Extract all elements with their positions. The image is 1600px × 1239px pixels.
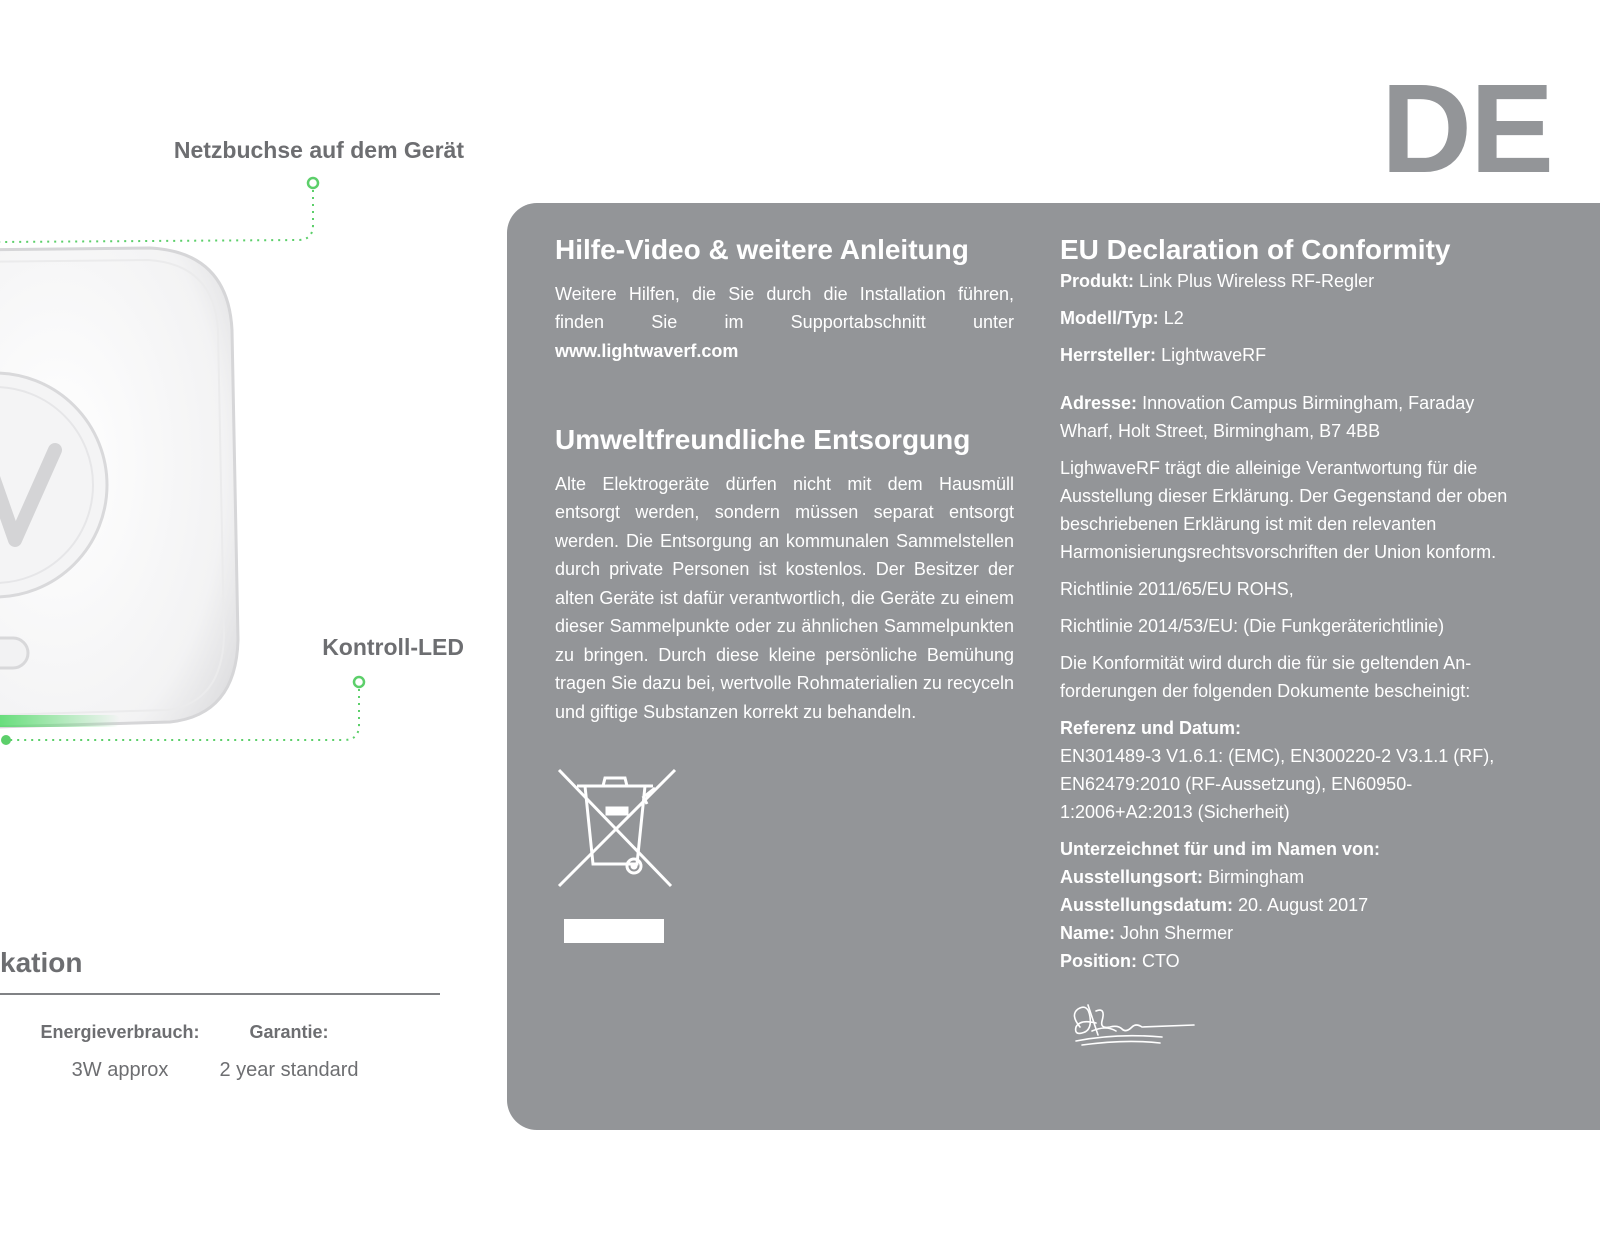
model-value: L2 [1163, 307, 1184, 328]
specs-divider [0, 993, 440, 995]
device-illustration [0, 0, 500, 900]
reference-value: EN301489-3 V1.6.1: (EMC), EN300220-2 V3.1.1 (RF), EN62479:2010 (RF-Aussetzung), EN60950-1:2006+A2:2013 (Sicherheit) [1060, 745, 1495, 822]
address-value: Innovation Campus Birmingham, Faraday Wharf, Holt Street, Birmingham, B7 4BB [1060, 392, 1475, 441]
panel-left-column [555, 233, 1014, 943]
signature-image [1066, 997, 1196, 1053]
name-value: John Shermer [1120, 922, 1234, 943]
callout-status-led: Kontroll-LED [322, 634, 464, 660]
callout-dot-power [308, 178, 318, 188]
signed-label: Unterzeichnet für und im Namen von: [1060, 838, 1381, 859]
disposal-title: Umweltfreundliche Entsorgung [555, 424, 971, 456]
reference-label: Referenz und Datum: [1060, 717, 1242, 738]
declaration-title: EU Declaration of Conformity [1060, 234, 1451, 265]
date-label: Ausstellungsdatum: [1060, 894, 1234, 915]
weee-bar-marker [564, 919, 664, 943]
declaration-address [1060, 389, 1530, 445]
declaration-model [1060, 304, 1530, 332]
callout-power-socket: Netzbuchse auf dem Gerät [173, 137, 464, 163]
date-value: 20. August 2017 [1238, 894, 1369, 915]
issue-place [1060, 863, 1530, 891]
spec-warranty [208, 1022, 370, 1082]
declaration-manufacturer [1060, 341, 1530, 369]
spec-power-label: Energieverbrauch: [40, 1022, 200, 1042]
panel-right-column [1060, 233, 1530, 1058]
place-label: Ausstellungsort: [1060, 866, 1204, 887]
directive-red: Richtlinie 2014/53/EU: (Die Funkgeräterichtlinie) [1060, 615, 1445, 636]
signatory-position [1060, 947, 1530, 975]
callout-dot-led [354, 677, 364, 687]
position-value: CTO [1142, 950, 1180, 971]
disposal-text: Alte Elektrogeräte dürfen nicht mit dem Hausmüll entsorgt werden, sondern müssen separat entsorgt werden. Die Entsorgung an kommunalen Sammelstellen durch private Personen ist kostenlos. Der Besitzer der alten Geräte ist dafür verantwortlich, die Geräte zu einem dieser Sammelpunkte oder zu ähnlichen Sammelpunkten zu bringen. Durch diese kleine persönliche Bemühung tragen Sie dazu bei, wertvolle Rohmaterialien zu recyceln und giftige Substanzen korrekt zu behandeln. [555, 473, 1014, 722]
address-label: Adresse: [1060, 392, 1138, 413]
help-text [555, 280, 1014, 366]
spec-warranty-value: 2 year standard [219, 1059, 359, 1081]
issue-date [1060, 891, 1530, 919]
info-panel [507, 203, 1600, 1130]
spec-warranty-label: Garantie: [249, 1022, 329, 1042]
weee-symbol [555, 766, 1014, 943]
manufacturer-label: Herrsteller: [1060, 344, 1157, 365]
position-label: Position: [1060, 950, 1137, 971]
declaration-product [1060, 267, 1530, 295]
led-glow [0, 715, 120, 727]
specs-heading: kation [0, 947, 83, 978]
name-label: Name: [1060, 922, 1116, 943]
declaration-responsibility: LighwaveRF trägt die alleinige Verantwortung für die Ausstellung dieser Erklärung. Der Gegenstand der oben beschriebenen Erklärung ist mit den relevanten Harmonisierungsrechtsvorschriften der Union konform. [1060, 457, 1508, 562]
place-value: Birmingham [1208, 866, 1305, 887]
manufacturer-value: LightwaveRF [1161, 344, 1267, 365]
weee-crossed-bin-icon [555, 766, 679, 890]
spec-power-value: 3W approx [71, 1059, 169, 1081]
signatory-name [1060, 919, 1530, 947]
help-text-body: Weitere Hilfen, die Sie durch die Installation führen, finden Sie im Supportabschnitt unter [555, 283, 1014, 333]
declaration-conformity: Die Konformität wird durch die für sie geltenden An-forderungen der folgenden Dokumente bescheinigt: [1060, 652, 1472, 701]
help-url-link[interactable]: www.lightwaverf.com [555, 340, 739, 361]
spec-power [40, 1022, 200, 1082]
product-label: Produkt: [1060, 270, 1134, 291]
directive-rohs: Richtlinie 2011/65/EU ROHS, [1060, 578, 1294, 599]
language-code: DE [1380, 58, 1552, 199]
model-label: Modell/Typ: [1060, 307, 1159, 328]
product-value: Link Plus Wireless RF-Regler [1139, 270, 1375, 291]
help-title: Hilfe-Video & weitere Anleitung [555, 234, 969, 265]
